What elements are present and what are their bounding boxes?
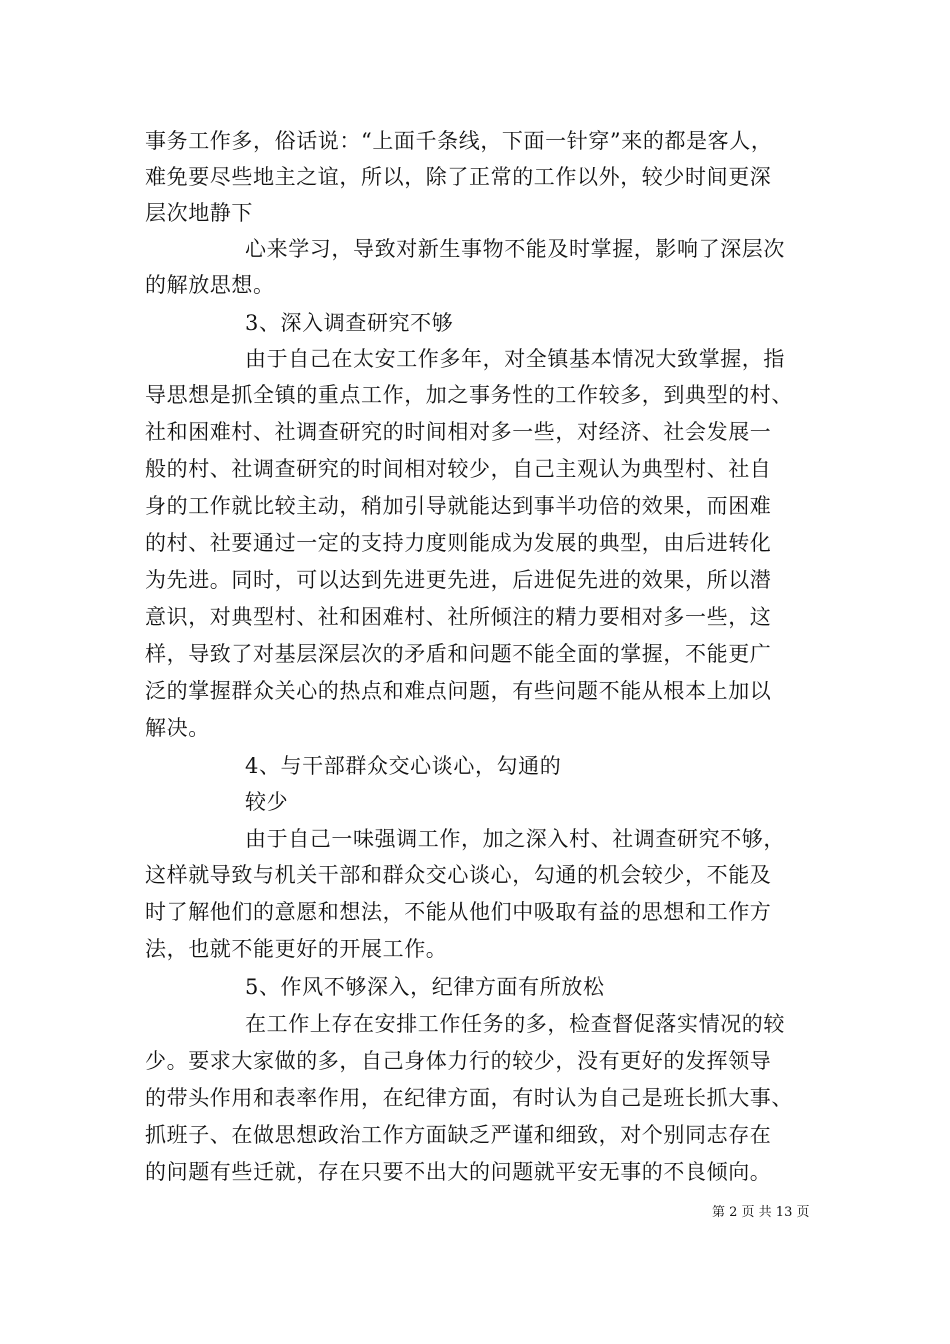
text-line: 解决。 (145, 716, 210, 740)
text-line: 为先进。同时，可以达到先进更先进，后进促先进的效果，所以潜 (145, 568, 772, 592)
text-line: 导思想是抓全镇的重点工作，加之事务性的工作较多，到典型的村、 (145, 383, 793, 407)
text-line: 样，导致了对基层深层次的矛盾和问题不能全面的掌握，不能更广 (145, 642, 772, 666)
text-line: 社和困难村、社调查研究的时间相对多一些，对经济、社会发展一 (145, 420, 772, 444)
text-line: 的解放思想。 (145, 273, 275, 297)
page-number-footer: 第 2 页 共 13 页 (712, 1205, 810, 1220)
text-line: 少。要求大家做的多，自己身体力行的较少，没有更好的发挥领导 (145, 1049, 772, 1073)
section-heading: 较少 (245, 790, 289, 814)
text-line: 心来学习，导致对新生事物不能及时掌握，影响了深层次 (245, 237, 785, 261)
text-line: 层次地静下 (145, 201, 253, 225)
text-line: 泛的掌握群众关心的热点和难点问题，有些问题不能从根本上加以 (145, 679, 772, 703)
text-line: 由于自己在太安工作多年，对全镇基本情况大致掌握，指 (245, 347, 785, 371)
section-heading: 3、深入调查研究不够 (245, 311, 454, 335)
text-line: 事务工作多，俗话说：“上面千条线，下面一针穿”来的都是客人， (145, 129, 773, 153)
text-line: 时了解他们的意愿和想法，不能从他们中吸取有益的思想和工作方 (145, 900, 772, 924)
section-heading: 4、与干部群众交心谈心，勾通的 (245, 754, 562, 778)
text-line: 的村、社要通过一定的支持力度则能成为发展的典型，由后进转化 (145, 531, 772, 555)
text-line: 身的工作就比较主动，稍加引导就能达到事半功倍的效果，而困难 (145, 494, 772, 518)
text-line: 的问题有些迁就，存在只要不出大的问题就平安无事的不良倾向。 (145, 1160, 772, 1184)
text-line: 般的村、社调查研究的时间相对较少，自己主观认为典型村、社自 (145, 457, 772, 481)
text-line: 法，也就不能更好的开展工作。 (145, 937, 448, 961)
text-line: 在工作上存在安排工作任务的多，检查督促落实情况的较 (245, 1012, 785, 1036)
text-line: 难免要尽些地主之谊，所以，除了正常的工作以外，较少时间更深 (145, 165, 772, 189)
text-line: 由于自己一味强调工作，加之深入村、社调查研究不够， (245, 827, 785, 851)
text-line: 这样就导致与机关干部和群众交心谈心，勾通的机会较少，不能及 (145, 863, 772, 887)
section-heading: 5、作风不够深入，纪律方面有所放松 (245, 975, 605, 999)
text-line: 抓班子、在做思想政治工作方面缺乏严谨和细致，对个别同志存在 (145, 1123, 772, 1147)
text-line: 意识，对典型村、社和困难村、社所倾注的精力要相对多一些，这 (145, 605, 772, 629)
text-line: 的带头作用和表率作用，在纪律方面，有时认为自己是班长抓大事、 (145, 1086, 793, 1110)
